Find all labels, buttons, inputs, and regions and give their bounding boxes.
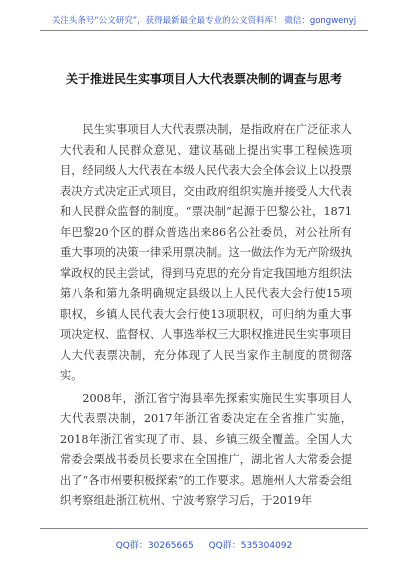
header-divider — [40, 30, 368, 31]
paragraph-2: 2008年，浙江省宁海县率先探索实施民生实事项目人大代表票决制，2017年浙江省委决定在全省推广实施，2018年浙江省实现了市、县、乡镇三级全覆盖。全国人大常委会栗战书委员长要求在全国推广，湖北省人大常委会提出了“各市州要积极探索”的工作要求。恩施州人大常委会组织考察组赴浙江杭州、宁波考察学习后，于2019年 — [60, 391, 352, 507]
footer-divider — [40, 528, 368, 529]
footer — [0, 538, 408, 551]
footer-qq-group-1: QQ群：30265665 — [115, 541, 194, 551]
document-body — [60, 120, 352, 514]
document-title: 关于推进民生实事项目人大代表票决制的调查与思考 — [65, 72, 342, 86]
paragraph-1: 民生实事项目人大代表票决制，是指政府在广泛征求人大代表和人民群众意见、建议基础上提出实事工程候选项目，经同级人大代表在本级人民代表大会全体会议上以投票表决方式决定正式项目，交由政府组织实施并接受人大代表和人民群众监督的制度。“票决制”起源于巴黎公社，1871年巴黎20个区的群众普选出来86名公社委员，对公社所有重大事项的决策一律采用票决制。这一做法作为无产阶级执掌政权的民主尝试，得到马克思的充分肯定我国地方组织法第八条和第九条明确规定县级以上人民代表大会行使15项职权，乡镇人民代表大会行使13项职权，可归纳为重大事项决定权、监督权、人事选举权三大职权推进民生实事项目人大代表票决制，充分体现了人民当家作主制度的贯彻落实。 — [60, 123, 352, 382]
footer-qq-group-2: QQ群：535304092 — [208, 541, 293, 551]
header-note: 关注头条号“公文研究”，获得最新最全最专业的公文资料库！ 微信：gongwenyj — [51, 16, 357, 26]
